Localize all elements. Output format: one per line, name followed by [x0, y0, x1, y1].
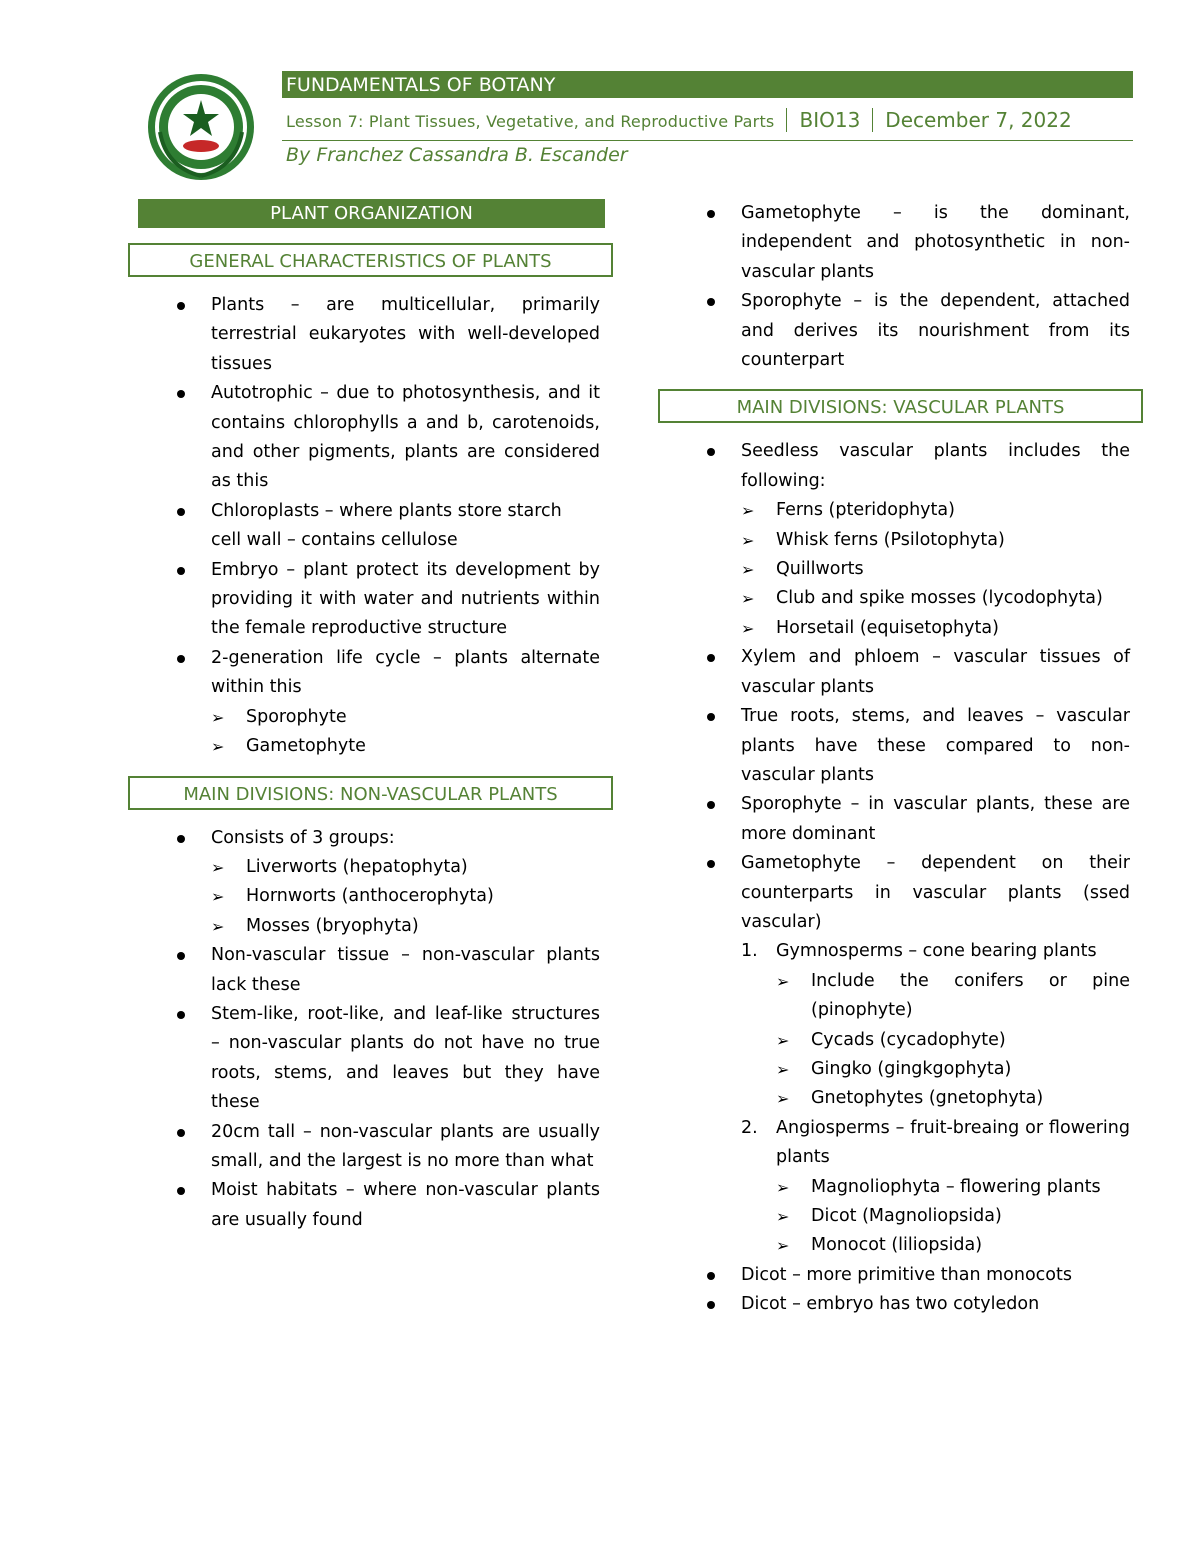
- list-item-text: Seedless vascular plants includes the following:: [741, 441, 1130, 491]
- cell-wall-line: cell wall – contains cellulose: [211, 530, 458, 551]
- list-item-text: Gymnosperms – cone bearing plants: [776, 941, 1097, 962]
- course-title: FUNDAMENTALS OF BOTANY: [286, 74, 556, 96]
- sub-list-item: ➢ Liverworts (hepatophyta): [211, 853, 600, 882]
- sub-list-item: ➢ Hornworts (anthocerophyta): [211, 882, 600, 911]
- list-item-text: 2-generation life cycle – plants alternate within this: [211, 647, 600, 698]
- divider: [786, 108, 787, 132]
- list-item: 20cm tall – non-vascular plants are usually small, and the largest is no more than what: [128, 1118, 613, 1177]
- sub-list-item: ➢ Gnetophytes (gnetophyta): [776, 1084, 1130, 1113]
- list-item: [128, 824, 613, 942]
- section-band-plant-organization: PLANT ORGANIZATION: [138, 199, 605, 228]
- numbered-item-gymnosperms: [741, 937, 1130, 1113]
- divider: [872, 108, 873, 132]
- list-number: 1.: [741, 941, 758, 962]
- sub-list-item: ➢ Gametophyte: [211, 732, 600, 761]
- course-title-bar: [282, 71, 1133, 98]
- heading-general-characteristics: GENERAL CHARACTERISTICS OF PLANTS: [128, 243, 613, 277]
- list-item: Moist habitats – where non-vascular plants are usually found: [128, 1176, 613, 1235]
- gymnosperm-sublist: [776, 967, 1130, 1114]
- list-item: Plants – are multicellular, primarily terrestrial eukaryotes with well-developed tissues: [128, 291, 613, 379]
- list-item: Embryo – plant protect its development by providing it with water and nutrients within the female reproductive structure: [128, 556, 613, 644]
- list-item: [658, 437, 1143, 643]
- university-seal-logo: [146, 72, 256, 182]
- list-item: Sporophyte – is the dependent, attached and derives its nourishment from its counterpart: [658, 287, 1143, 375]
- nonvascular-generation-list: [658, 199, 1143, 375]
- numbered-item-angiosperms: [741, 1114, 1130, 1261]
- left-column: [128, 199, 613, 1235]
- list-number: 2.: [741, 1117, 758, 1138]
- sub-list-item: ➢ Sporophyte: [211, 703, 600, 732]
- lesson-date: December 7, 2022: [885, 108, 1072, 132]
- sub-list-item: ➢ Mosses (bryophyta): [211, 912, 600, 941]
- sub-list-item: ➢ Whisk ferns (Psilotophyta): [741, 526, 1130, 555]
- angiosperm-sublist: [776, 1173, 1130, 1261]
- list-item: Dicot – embryo has two cotyledon: [658, 1290, 1143, 1319]
- sub-list-item: ➢ Dicot (Magnoliopsida): [776, 1202, 1130, 1231]
- lesson-info-row: [286, 108, 1072, 134]
- sub-list-item: ➢ Ferns (pteridophyta): [741, 496, 1130, 525]
- list-item: [128, 644, 613, 762]
- sub-list-item: ➢ Quillworts: [741, 555, 1130, 584]
- non-vascular-list: [128, 824, 613, 1236]
- vascular-list: [658, 437, 1143, 1319]
- list-item: Gametophyte – is the dominant, independent and photosynthetic in non-vascular plants: [658, 199, 1143, 287]
- general-characteristics-list: [128, 291, 613, 762]
- nonvascular-groups-sublist: [211, 853, 600, 941]
- list-item-text: Gametophyte – dependent on their counterparts in vascular plants (ssed vascular): [741, 853, 1130, 932]
- list-item: True roots, stems, and leaves – vascular plants have these compared to non-vascular plants: [658, 702, 1143, 790]
- list-item: Xylem and phloem – vascular tissues of vascular plants: [658, 643, 1143, 702]
- header-rule: [282, 140, 1133, 141]
- list-item: Autotrophic – due to photosynthesis, and it contains chlorophylls a and b, carotenoids, and other pigments, plants are considered as this: [128, 379, 613, 497]
- list-item-text: Consists of 3 groups:: [211, 827, 395, 848]
- list-item: Stem-like, root-like, and leaf-like structures – non-vascular plants do not have no true roots, stems, and leaves but they have these: [128, 1000, 613, 1118]
- list-item: Dicot – more primitive than monocots: [658, 1261, 1143, 1290]
- list-item: [658, 849, 1143, 1261]
- list-item: Non-vascular tissue – non-vascular plants lack these: [128, 941, 613, 1000]
- heading-non-vascular: MAIN DIVISIONS: NON-VASCULAR PLANTS: [128, 776, 613, 810]
- lesson-title: Lesson 7: Plant Tissues, Vegetative, and Reproductive Parts: [286, 112, 775, 131]
- list-item-text: Chloroplasts – where plants store starch: [211, 500, 562, 521]
- seedless-sublist: [741, 496, 1130, 643]
- right-column: [658, 199, 1143, 1320]
- lifecycle-sublist: [211, 703, 600, 762]
- sub-list-item: ➢ Cycads (cycadophyte): [776, 1026, 1130, 1055]
- author-line: By Franchez Cassandra B. Escander: [286, 144, 628, 166]
- course-code: BIO13: [799, 108, 861, 132]
- list-item: [128, 497, 613, 556]
- list-item: Sporophyte – in vascular plants, these are more dominant: [658, 790, 1143, 849]
- sub-list-item: ➢ Monocot (liliopsida): [776, 1231, 1130, 1260]
- heading-vascular: MAIN DIVISIONS: VASCULAR PLANTS: [658, 389, 1143, 423]
- sub-list-item: ➢ Club and spike mosses (lycodophyta): [741, 584, 1130, 613]
- seed-plant-numbered-list: [741, 937, 1130, 1260]
- sub-list-item: ➢ Horsetail (equisetophyta): [741, 614, 1130, 643]
- sub-list-item: ➢ Gingko (gingkgophyta): [776, 1055, 1130, 1084]
- sub-list-item: ➢ Magnoliophyta – flowering plants: [776, 1173, 1130, 1202]
- list-item-text: Angiosperms – fruit-breaing or flowering plants: [776, 1117, 1130, 1168]
- sub-list-item: ➢ Include the conifers or pine (pinophyte): [776, 967, 1130, 1026]
